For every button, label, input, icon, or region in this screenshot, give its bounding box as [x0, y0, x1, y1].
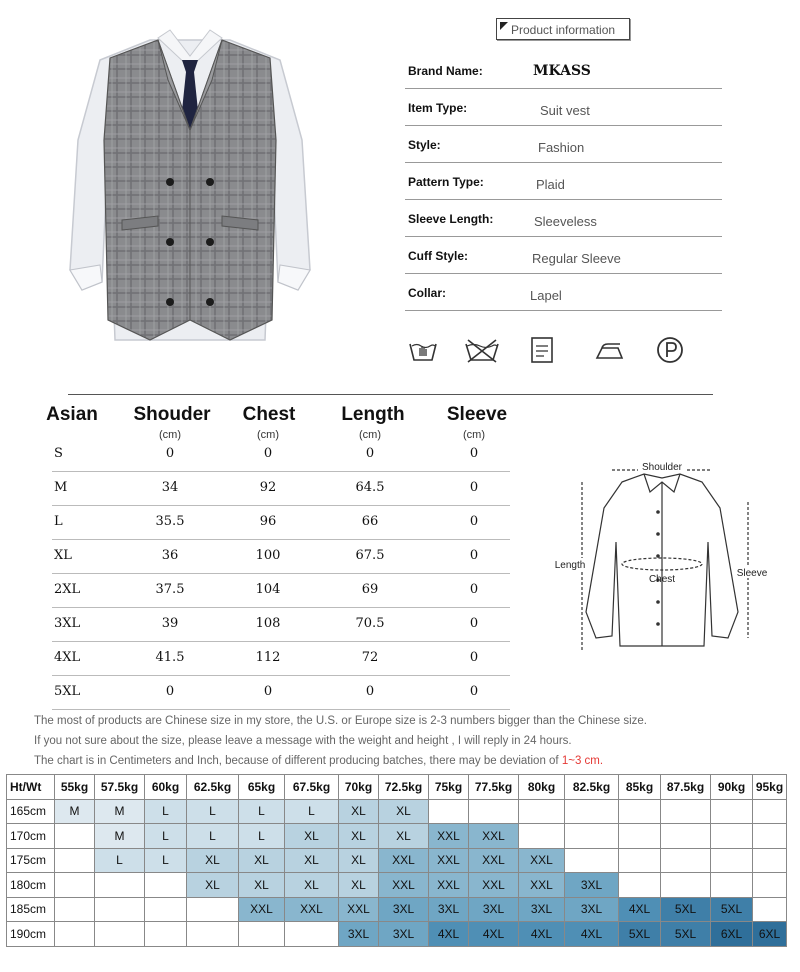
size-name: M	[54, 480, 68, 495]
size-cell: XL	[285, 873, 339, 898]
size-row	[52, 471, 510, 506]
size-cell: L	[95, 848, 145, 873]
size-row	[52, 641, 510, 676]
size-cell: M	[95, 824, 145, 849]
size-cell: XXL	[519, 873, 565, 898]
size-cell	[753, 873, 787, 898]
size-note-text: The chart is in Centimeters and Inch, because of different producing batches, there may be deviation of	[34, 755, 562, 767]
size-cell	[753, 824, 787, 849]
size-value: 0	[165, 446, 175, 461]
size-value: 64.5	[355, 480, 385, 495]
unit-label: (cm)	[257, 429, 279, 441]
size-value: 92	[259, 480, 277, 495]
size-value: 36	[161, 548, 179, 563]
size-row	[52, 573, 510, 608]
weight-header: 87.5kg	[661, 775, 711, 800]
height-header: 185cm	[7, 897, 55, 922]
height-header: 180cm	[7, 873, 55, 898]
size-cell: XXL	[469, 824, 519, 849]
weight-header: 77.5kg	[469, 775, 519, 800]
weight-header: 65kg	[239, 775, 285, 800]
unit-label: (cm)	[463, 429, 485, 441]
size-cell: 5XL	[661, 897, 711, 922]
size-cell	[711, 824, 753, 849]
size-cell: XL	[187, 848, 239, 873]
size-value: 69	[361, 582, 379, 597]
size-cell	[753, 848, 787, 873]
size-header-sleeve: Sleeve	[446, 404, 508, 425]
size-cell: XL	[379, 824, 429, 849]
size-note	[34, 755, 603, 767]
weight-header: 57.5kg	[95, 775, 145, 800]
grid-row	[7, 922, 787, 947]
product-information-title: Product information	[511, 23, 616, 37]
size-cell: 4XL	[619, 897, 661, 922]
size-cell	[519, 824, 565, 849]
size-cell: 3XL	[379, 897, 429, 922]
size-cell	[519, 799, 565, 824]
size-cell: XXL	[429, 824, 469, 849]
size-cell	[239, 922, 285, 947]
hand-wash-icon	[408, 336, 438, 364]
size-value: 67.5	[355, 548, 385, 563]
size-cell	[429, 799, 469, 824]
weight-header: 80kg	[519, 775, 565, 800]
size-cell: XXL	[339, 897, 379, 922]
size-cell: M	[95, 799, 145, 824]
size-value: 96	[259, 514, 277, 529]
size-cell	[145, 873, 187, 898]
size-value: 72	[361, 650, 379, 665]
size-cell: XL	[239, 848, 285, 873]
size-value: 70.5	[355, 616, 385, 631]
size-cell	[711, 848, 753, 873]
size-cell: L	[285, 799, 339, 824]
size-header-chest: Chest	[242, 404, 296, 425]
weight-header: 95kg	[753, 775, 787, 800]
size-cell: 3XL	[519, 897, 565, 922]
size-value: 0	[263, 684, 273, 699]
weight-header: 85kg	[619, 775, 661, 800]
info-value: Sleeveless	[534, 214, 597, 229]
grid-row	[7, 799, 787, 824]
size-cell: XL	[339, 848, 379, 873]
size-cell: 3XL	[339, 922, 379, 947]
size-cell: XL	[339, 873, 379, 898]
size-cell	[753, 897, 787, 922]
size-cell: 3XL	[429, 897, 469, 922]
size-cell	[619, 873, 661, 898]
flag-icon	[500, 22, 508, 30]
size-name: XL	[54, 548, 72, 563]
size-value: 0	[469, 684, 479, 699]
weight-header: 62.5kg	[187, 775, 239, 800]
deviation-highlight: 1~3 cm.	[561, 755, 604, 767]
size-row	[52, 437, 510, 472]
info-label: Brand Name:	[408, 64, 483, 78]
info-row-style	[405, 126, 722, 163]
size-name: 5XL	[54, 684, 81, 699]
size-value: 0	[469, 582, 479, 597]
grid-row	[7, 873, 787, 898]
size-cell	[565, 799, 619, 824]
size-cell	[661, 873, 711, 898]
size-value: 41.5	[155, 650, 185, 665]
info-value: Lapel	[530, 288, 562, 303]
weight-header: 72.5kg	[379, 775, 429, 800]
size-cell	[187, 897, 239, 922]
measurement-diagram	[552, 452, 772, 662]
size-cell	[661, 799, 711, 824]
no-bleach-icon	[464, 336, 500, 364]
size-cell: XXL	[429, 873, 469, 898]
section-divider	[68, 394, 713, 395]
info-value: MKASS	[533, 63, 591, 79]
size-row	[52, 539, 510, 574]
info-row-collar	[405, 274, 722, 311]
dry-clean-icon	[656, 336, 686, 364]
size-value: 0	[469, 548, 479, 563]
size-cell: 6XL	[711, 922, 753, 947]
size-cell: 5XL	[661, 922, 711, 947]
size-cell: XXL	[519, 848, 565, 873]
size-note: The most of products are Chinese size in my store, the U.S. or Europe size is 2-3 numbers bigger than the Chinese size.	[34, 715, 647, 727]
info-label: Cuff Style:	[408, 249, 468, 263]
size-value: 0	[469, 446, 479, 461]
size-value: 100	[255, 548, 281, 563]
size-cell: 3XL	[565, 897, 619, 922]
size-value: 39	[161, 616, 179, 631]
size-cell: XL	[339, 799, 379, 824]
size-value: 34	[161, 480, 179, 495]
size-header-shoulder: Shouder	[133, 404, 211, 425]
iron-icon	[594, 336, 626, 364]
size-cell	[55, 824, 95, 849]
size-cell	[55, 873, 95, 898]
size-value: 0	[165, 684, 175, 699]
size-cell	[145, 922, 187, 947]
size-cell	[661, 824, 711, 849]
size-cell	[145, 897, 187, 922]
size-cell: 4XL	[565, 922, 619, 947]
size-cell	[55, 848, 95, 873]
size-cell	[711, 873, 753, 898]
size-name: 3XL	[54, 616, 81, 631]
grid-row	[7, 848, 787, 873]
size-cell: L	[145, 799, 187, 824]
size-cell	[187, 922, 239, 947]
info-row-sleeve-length	[405, 200, 722, 237]
size-cell: XL	[379, 799, 429, 824]
size-cell	[469, 799, 519, 824]
size-value: 108	[255, 616, 281, 631]
size-cell: XXL	[469, 848, 519, 873]
info-value: Plaid	[536, 177, 565, 192]
size-cell: XL	[285, 824, 339, 849]
size-value: 0	[469, 514, 479, 529]
size-note: If you not sure about the size, please leave a message with the weight and height , I will reply in 24 hours.	[34, 735, 572, 747]
info-row-pattern-type	[405, 163, 722, 200]
size-cell: L	[145, 824, 187, 849]
weight-header: 82.5kg	[565, 775, 619, 800]
size-cell: L	[187, 799, 239, 824]
size-value: 0	[469, 650, 479, 665]
info-label: Collar:	[408, 286, 447, 300]
weight-header: 67.5kg	[285, 775, 339, 800]
info-label: Sleeve Length:	[408, 212, 494, 226]
size-cell: L	[239, 799, 285, 824]
size-cell: 4XL	[429, 922, 469, 947]
size-cell	[619, 799, 661, 824]
size-cell	[753, 799, 787, 824]
size-cell: XL	[339, 824, 379, 849]
size-cell	[95, 873, 145, 898]
weight-header: 70kg	[339, 775, 379, 800]
unit-label: (cm)	[159, 429, 181, 441]
height-header: 170cm	[7, 824, 55, 849]
size-value: 0	[263, 446, 273, 461]
size-cell: XXL	[285, 897, 339, 922]
size-value: 0	[469, 616, 479, 631]
weight-header: 60kg	[145, 775, 187, 800]
size-cell: 6XL	[753, 922, 787, 947]
size-header-asian: Asian	[46, 404, 98, 425]
size-name: 4XL	[54, 650, 81, 665]
info-value: Suit vest	[540, 103, 590, 118]
size-name: L	[54, 514, 63, 529]
size-cell: 3XL	[565, 873, 619, 898]
size-cell: XL	[187, 873, 239, 898]
size-cell	[619, 848, 661, 873]
size-cell	[565, 824, 619, 849]
size-value: 104	[255, 582, 281, 597]
size-value: 112	[255, 650, 281, 665]
size-cell	[711, 799, 753, 824]
weight-header: 55kg	[55, 775, 95, 800]
unit-label: (cm)	[359, 429, 381, 441]
size-cell: 5XL	[619, 922, 661, 947]
size-cell: XXL	[429, 848, 469, 873]
height-header: 165cm	[7, 799, 55, 824]
size-cell	[95, 897, 145, 922]
grid-corner-label: Ht/Wt	[7, 775, 55, 800]
size-value: 66	[361, 514, 379, 529]
height-header: 175cm	[7, 848, 55, 873]
height-weight-size-chart	[6, 774, 787, 947]
size-row	[52, 505, 510, 540]
size-value: 35.5	[155, 514, 185, 529]
size-cell: XXL	[379, 873, 429, 898]
info-row-item-type	[405, 89, 722, 126]
size-cell	[619, 824, 661, 849]
size-cell: 4XL	[469, 922, 519, 947]
size-name: S	[54, 446, 63, 461]
grid-row	[7, 897, 787, 922]
size-cell: XL	[239, 873, 285, 898]
info-row-cuff-style	[405, 237, 722, 274]
size-name: 2XL	[54, 582, 81, 597]
size-row	[52, 675, 510, 710]
size-cell	[55, 897, 95, 922]
size-cell: XL	[285, 848, 339, 873]
size-row	[52, 607, 510, 642]
info-label: Pattern Type:	[408, 175, 484, 189]
info-label: Style:	[408, 138, 441, 152]
size-header-length: Length	[341, 404, 405, 425]
size-cell: XXL	[239, 897, 285, 922]
size-cell: 3XL	[379, 922, 429, 947]
size-cell	[55, 922, 95, 947]
size-cell	[661, 848, 711, 873]
product-photo	[40, 20, 340, 380]
size-cell	[95, 922, 145, 947]
size-cell: L	[145, 848, 187, 873]
size-cell: M	[55, 799, 95, 824]
line-dry-icon	[528, 336, 558, 364]
info-value: Regular Sleeve	[532, 251, 621, 266]
info-label: Item Type:	[408, 101, 468, 115]
info-value: Fashion	[538, 140, 585, 155]
grid-row	[7, 824, 787, 849]
info-row-brand	[405, 52, 722, 89]
weight-header: 90kg	[711, 775, 753, 800]
product-information-header	[496, 18, 630, 40]
size-cell: XXL	[379, 848, 429, 873]
size-value: 0	[365, 684, 375, 699]
diagram-label-shoulder: Shoulder	[641, 462, 683, 473]
size-cell: XXL	[469, 873, 519, 898]
diagram-label-sleeve: Sleeve	[736, 568, 768, 579]
diagram-label-length: Length	[554, 560, 586, 571]
size-value: 37.5	[155, 582, 185, 597]
size-cell: 4XL	[519, 922, 565, 947]
size-value: 0	[469, 480, 479, 495]
diagram-label-chest: Chest	[648, 574, 676, 585]
size-cell: L	[239, 824, 285, 849]
size-cell	[565, 848, 619, 873]
height-header: 190cm	[7, 922, 55, 947]
weight-header: 75kg	[429, 775, 469, 800]
size-cell: 3XL	[469, 897, 519, 922]
size-cell: L	[187, 824, 239, 849]
size-cell	[285, 922, 339, 947]
size-cell: 5XL	[711, 897, 753, 922]
size-value: 0	[365, 446, 375, 461]
